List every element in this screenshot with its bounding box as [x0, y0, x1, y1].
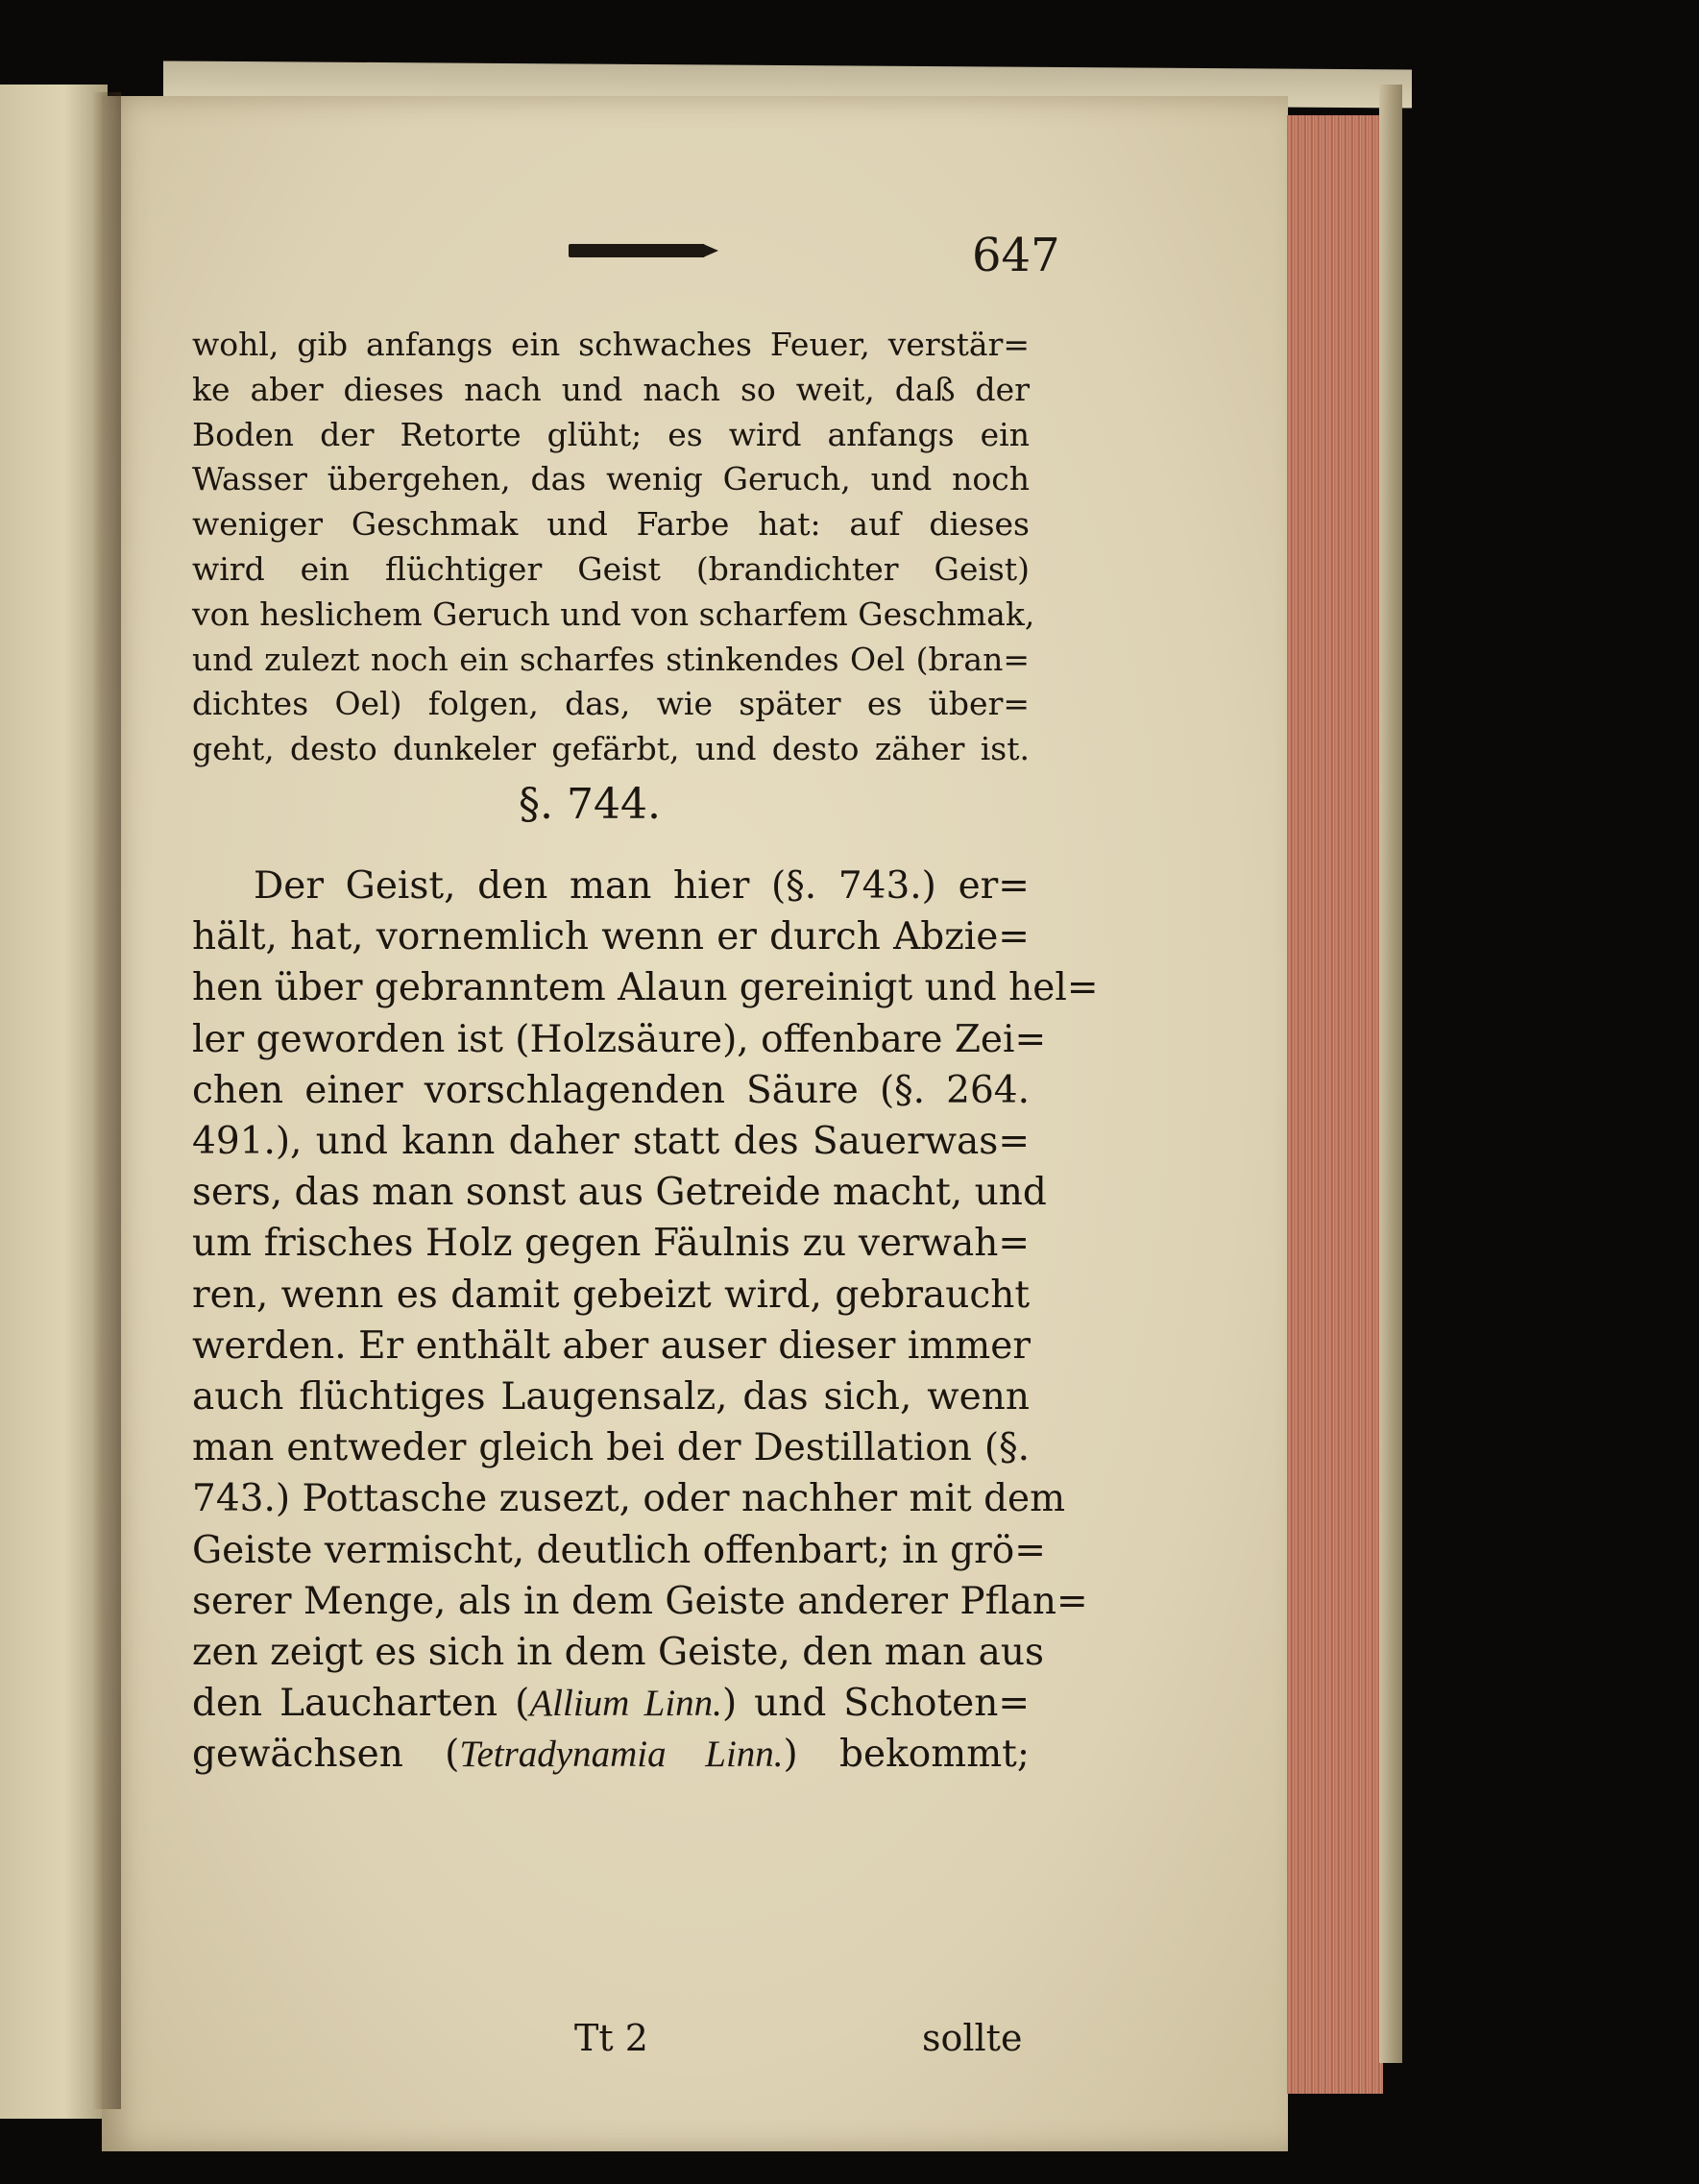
text-line: ler geworden ist (Holzsäure), offenbare Zei=: [192, 1017, 1047, 1061]
text-line: geht, desto dunkeler gefärbt, und desto zäher ist.: [192, 730, 1030, 768]
text-line: hält, hat, vornemlich wenn er durch Abzie=: [192, 915, 1030, 959]
text-line: serer Menge, als in dem Geiste anderer Pflan=: [192, 1579, 1088, 1623]
text-line: [192, 1729, 1030, 1780]
paragraph-744: [192, 861, 1099, 1781]
text-line: Geiste vermischt, deutlich offenbart; in grö=: [192, 1528, 1046, 1572]
text-line: [192, 1678, 1030, 1729]
text-line: chen einer vorschlagenden Säure (§. 264.: [192, 1068, 1030, 1112]
text-line: man entweder gleich bei der Destillation (§.: [192, 1426, 1030, 1470]
latin-term: Tetradynamia Linn.: [459, 1734, 784, 1776]
text-line: ke aber dieses nach und nach so weit, daß der: [192, 370, 1030, 408]
book-cover-side-edge: [1379, 85, 1402, 2063]
paragraph-743-continuation: [192, 323, 1035, 772]
text-line: Der Geist, den man hier (§. 743.) er=: [254, 864, 1030, 908]
text-line: 743.) Pottasche zusezt, oder nachher mit dem: [192, 1477, 1066, 1521]
text-line: auch flüchtiges Laugensalz, das sich, wenn: [192, 1375, 1030, 1420]
signature-mark: Tt 2: [574, 2017, 648, 2059]
text-line: sers, das man sonst aus Getreide macht, und: [192, 1171, 1047, 1215]
text-line: Boden der Retorte glüht; es wird anfangs ein: [192, 415, 1030, 453]
text-line: zen zeigt es sich in dem Geiste, den man aus: [192, 1631, 1044, 1675]
page-number: 647: [972, 229, 1060, 282]
text-line: ren, wenn es damit gebeizt wird, gebraucht: [192, 1273, 1030, 1317]
page-block-edges: [1287, 115, 1383, 2094]
text-line: werden. Er enthält aber auser dieser immer: [192, 1323, 1032, 1368]
section-heading: §. 744.: [519, 780, 661, 829]
latin-term: Allium Linn.: [529, 1683, 722, 1725]
text-span: ) bekommt;: [783, 1733, 1030, 1777]
text-span: den Laucharten (: [192, 1682, 530, 1726]
text-line: dichtes Oel) folgen, das, wie später es über=: [192, 685, 1030, 723]
text-line: hen über gebranntem Alaun gereinigt und hel=: [192, 966, 1099, 1010]
text-line: um frisches Holz gegen Fäulnis zu verwah=: [192, 1222, 1030, 1266]
text-line: weniger Geschmak und Farbe hat: auf dieses: [192, 505, 1030, 544]
text-line: wohl, gib anfangs ein schwaches Feuer, verstär=: [192, 326, 1030, 363]
text-line: und zulezt noch ein scharfes stinkendes Oel (bran=: [192, 640, 1030, 678]
header-ornament-rule: [569, 244, 705, 257]
catchword: sollte: [922, 2017, 1023, 2059]
spine-shadow: [92, 92, 121, 2109]
text-span: gewächsen (: [192, 1733, 460, 1777]
text-line: wird ein flüchtiger Geist (brandichter Geist): [192, 549, 1030, 588]
text-line: 491.), und kann daher statt des Sauerwas=: [192, 1120, 1030, 1164]
text-span: ) und Schoten=: [721, 1682, 1031, 1726]
text-line: Wasser übergehen, das wenig Geruch, und noch: [192, 460, 1030, 498]
text-line: von heslichem Geruch und von scharfem Geschmak,: [192, 595, 1035, 633]
